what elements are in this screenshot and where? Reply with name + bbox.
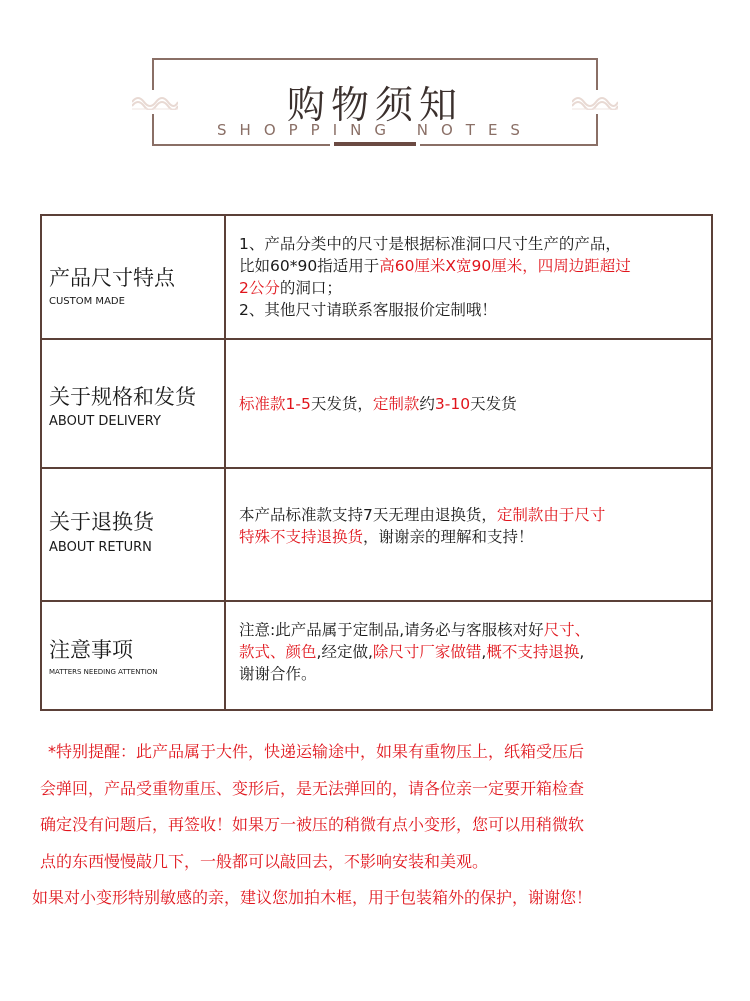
content-line [239,393,689,415]
row-content-text [239,233,689,321]
row-content-cell [228,216,711,338]
content-text: 比如60*90指适用于 [239,257,380,275]
row-content-text [239,504,689,548]
highlight-text: 标准款1-5 [239,395,311,413]
row-label-cn: 关于退换货 [49,510,154,534]
content-text: ，谢谢亲的理解和支持！ [363,528,534,546]
highlight-text: 定制款由于尺寸 [496,506,606,524]
content-line [239,255,689,277]
table-row [42,340,711,469]
header-accent-bar [334,142,416,146]
note-line: 会弹回，产品受重物重压、变形后，是无法弹回的，请各位亲一定要开箱检查 [40,778,585,798]
row-content-text [239,619,689,685]
page-subtitle: SHOPPING NOTES [217,121,533,139]
highlight-text: 2公分 [239,279,280,297]
row-content-cell [228,469,711,600]
note-line: 如果对小变形特别敏感的亲，建议您加拍木框，用于包装箱外的保护，谢谢您！ [32,888,593,907]
row-label-cn: 关于规格和发货 [49,385,196,409]
row-content-cell [228,340,711,467]
content-line [239,619,689,641]
note-line: *特别提醒：此产品属于大件，快递运输途中，如果有重物压上，纸箱受压后 [48,742,585,761]
note-line: 确定没有问题后，再签收！如果万一被压的稍微有点小变形，您可以用稍微软 [40,815,585,834]
content-text: 的洞口； [279,279,342,297]
content-line [239,504,689,526]
row-label-cn: 注意事项 [49,638,133,662]
content-text: 谢谢合作。 [239,665,317,683]
row-label-cell [42,216,226,338]
content-text: 1、产品分类中的尺寸是根据标准洞口尺寸生产的产品， [239,235,621,253]
row-label-en: MATTERS NEEDING ATTENTION [49,668,158,676]
highlight-text: 除尺寸厂家做错 [372,643,482,661]
content-line [239,277,689,299]
special-notes [28,734,728,917]
row-label-en: CUSTOM MADE [49,296,125,307]
highlight-text: 3-10 [434,395,471,413]
highlight-text: 特殊不支持退换货 [239,528,364,546]
content-line [239,299,689,321]
info-table [40,214,713,711]
content-line [239,526,689,548]
content-text: 天发货， [310,395,373,413]
content-text: 天发货 [470,395,517,413]
content-line [239,233,689,255]
row-label-cell [42,469,226,600]
content-line [239,641,689,663]
row-label-en: ABOUT DELIVERY [49,414,161,429]
highlight-text: 款式、颜色 [239,643,317,661]
content-text: , [481,643,487,661]
content-text: 注意:此产品属于定制品,请务必与客服核对好 [239,621,544,639]
content-text: , [579,643,585,661]
table-row [42,602,711,709]
highlight-text: 尺寸、 [543,621,591,639]
highlight-text: 高60厘米X宽90厘米，四周边距超过 [379,257,631,275]
note-line: 点的东西慢慢敲几下，一般都可以敲回去，不影响安装和美观。 [40,851,489,871]
row-content-cell [228,602,711,709]
table-row [42,216,711,340]
content-text: 2、其他尺寸请联系客服报价定制哦！ [239,301,497,319]
highlight-text: 定制款 [372,395,420,413]
row-label-en: ABOUT RETURN [49,540,152,555]
row-label-cell [42,340,226,467]
content-text: 约 [419,395,435,413]
row-label-cn: 产品尺寸特点 [49,266,175,290]
row-content-text [239,393,689,415]
content-text: ,经定做, [316,643,373,661]
content-text: 本产品标准款支持7天无理由退换货， [239,506,497,524]
page-title: 购物须知 [286,83,463,127]
table-row [42,469,711,602]
content-line [239,663,689,685]
row-label-cell [42,602,226,709]
highlight-text: 概不支持退换 [486,643,580,661]
